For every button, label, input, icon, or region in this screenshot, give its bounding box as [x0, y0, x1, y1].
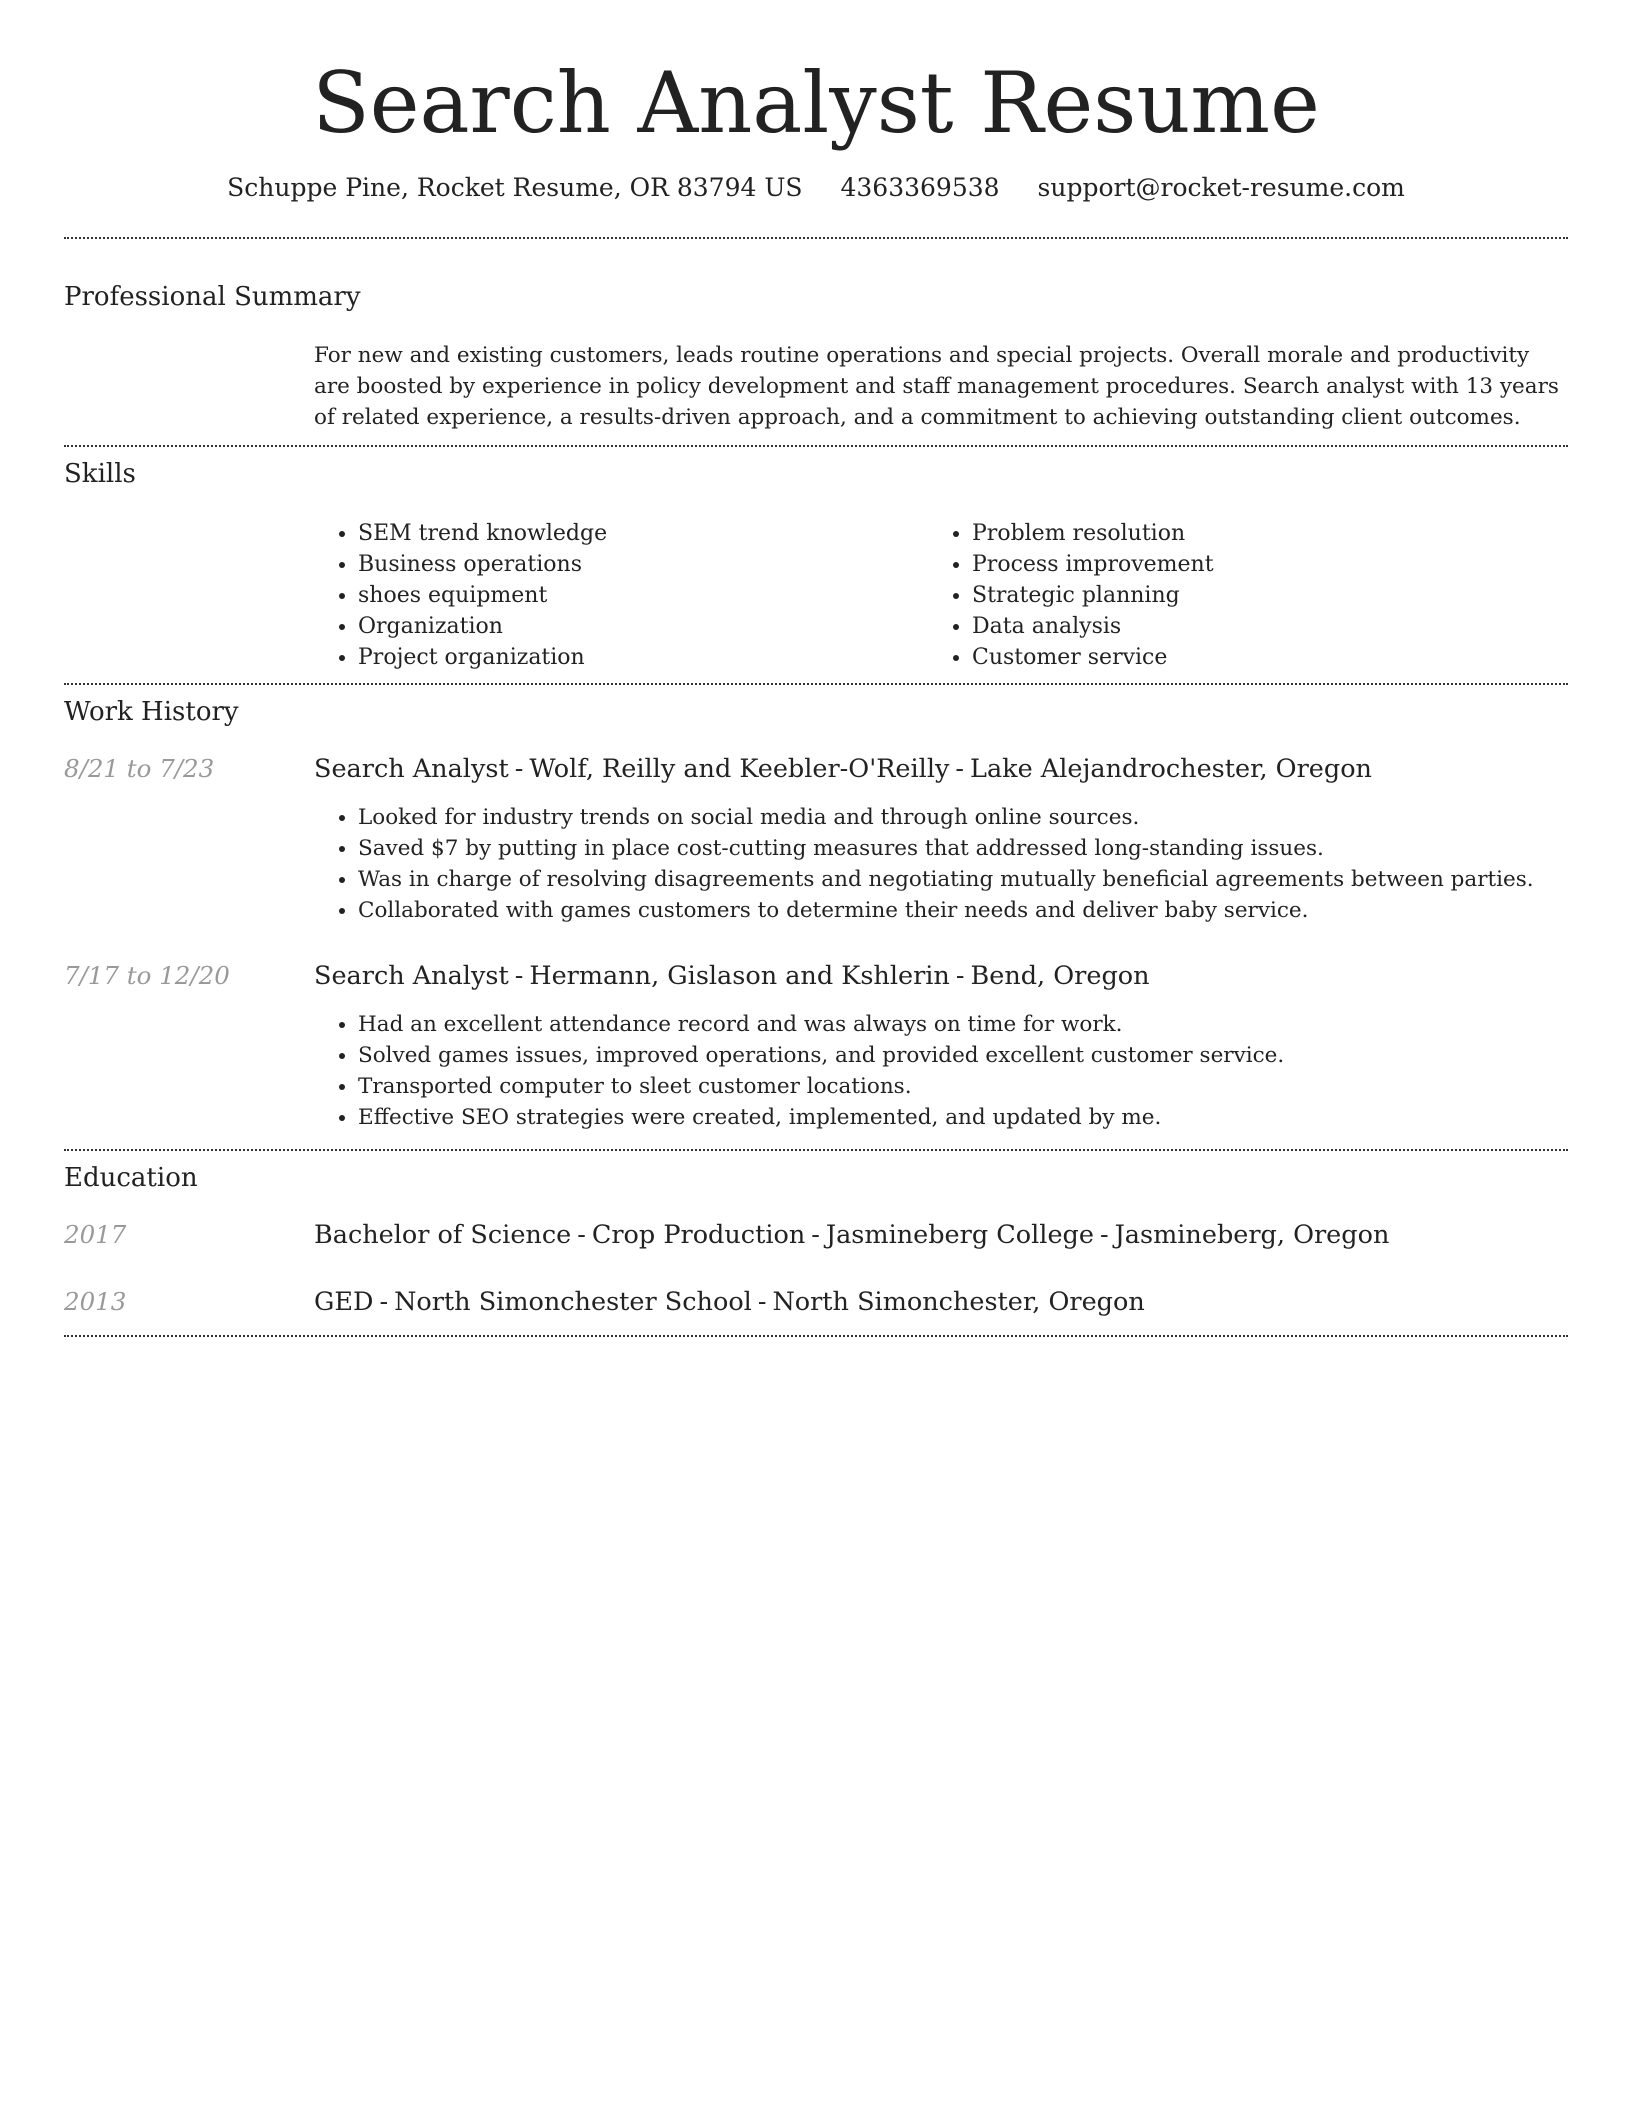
separator: -: [955, 961, 965, 991]
skill-item: • Process improvement: [972, 549, 1572, 580]
skill-item: • Strategic planning: [972, 580, 1572, 611]
education-degree: GED: [314, 1287, 374, 1317]
separator: -: [757, 1287, 767, 1317]
job-bullet: • Transported computer to sleet customer locations.: [358, 1071, 1608, 1102]
job-bullets: [314, 802, 1608, 926]
separator: -: [379, 1287, 389, 1317]
education-year: 2017: [64, 1220, 127, 1249]
contact-phone: 4363369538: [840, 173, 1000, 202]
education-heading: [314, 1218, 1389, 1252]
education-location: Jasmineberg, Oregon: [1114, 1220, 1390, 1250]
education-field: Crop Production: [591, 1220, 806, 1250]
divider: [64, 683, 1568, 685]
education-school: Jasmineberg College: [825, 1220, 1094, 1250]
skills-list-left: [314, 518, 928, 673]
divider: [64, 1335, 1568, 1337]
section-title-work: Work History: [64, 697, 239, 727]
job-role: Search Analyst: [314, 754, 509, 784]
skill-item: • Project organization: [358, 642, 928, 673]
job-bullets: [314, 1009, 1608, 1133]
job-bullet: • Effective SEO strategies were created, implemented, and updated by me.: [358, 1102, 1608, 1133]
skill-item: • Customer service: [972, 642, 1572, 673]
separator: -: [955, 754, 965, 784]
job-heading: [314, 752, 1372, 786]
job-location: Lake Alejandrochester, Oregon: [970, 754, 1372, 784]
contact-email: support@rocket-resume.com: [1037, 173, 1405, 202]
education-heading: [314, 1285, 1145, 1319]
skills-list-right: [928, 518, 1572, 673]
job-bullet: • Collaborated with games customers to determine their needs and deliver baby service.: [358, 895, 1608, 926]
job-dates: 8/21 to 7/23: [64, 754, 215, 783]
education-degree: Bachelor of Science: [314, 1220, 572, 1250]
contact-line: [0, 170, 1632, 206]
job-bullet: • Solved games issues, improved operations, and provided excellent customer service.: [358, 1040, 1608, 1071]
skill-item: • Data analysis: [972, 611, 1572, 642]
job-bullet: • Had an excellent attendance record and was always on time for work.: [358, 1009, 1608, 1040]
skill-item: • Organization: [358, 611, 928, 642]
separator: -: [514, 961, 524, 991]
skill-item: • Business operations: [358, 549, 928, 580]
job-role: Search Analyst: [314, 961, 509, 991]
job-bullet: • Was in charge of resolving disagreements and negotiating mutually beneficial agreements between parties.: [358, 864, 1608, 895]
job-company: Wolf, Reilly and Keebler-O'Reilly: [529, 754, 950, 784]
job-bullet: • Looked for industry trends on social media and through online sources.: [358, 802, 1608, 833]
education-year: 2013: [64, 1287, 127, 1316]
skill-item: • SEM trend knowledge: [358, 518, 928, 549]
section-title-skills: Skills: [64, 459, 136, 489]
section-title-summary: Professional Summary: [64, 282, 361, 312]
job-company: Hermann, Gislason and Kshlerin: [529, 961, 950, 991]
job-heading: [314, 959, 1150, 993]
separator: -: [514, 754, 524, 784]
separator: -: [811, 1220, 820, 1250]
separator: -: [1099, 1220, 1109, 1250]
job-bullet: • Saved $7 by putting in place cost-cutting measures that addressed long-standing issues.: [358, 833, 1608, 864]
divider: [64, 1149, 1568, 1151]
skill-item: • Problem resolution: [972, 518, 1572, 549]
contact-address: Schuppe Pine, Rocket Resume, OR 83794 US: [227, 173, 803, 202]
education-location: North Simonchester, Oregon: [772, 1287, 1145, 1317]
education-school: North Simonchester School: [394, 1287, 752, 1317]
divider: [64, 445, 1568, 447]
job-location: Bend, Oregon: [970, 961, 1150, 991]
section-title-education: Education: [64, 1163, 198, 1193]
resume-title: Search Analyst Resume: [312, 54, 1320, 152]
skill-item: • shoes equipment: [358, 580, 928, 611]
separator: -: [577, 1220, 586, 1250]
divider: [64, 237, 1568, 239]
job-dates: 7/17 to 12/20: [64, 961, 230, 990]
summary-text: For new and existing customers, leads routine operations and special projects. Overall morale and productivity are boosted by experience in policy development and staff management procedures. Search analyst with 13 years of related experience, a results-driven approach, and a commitment to achieving outstanding client outcomes.: [314, 343, 1559, 430]
